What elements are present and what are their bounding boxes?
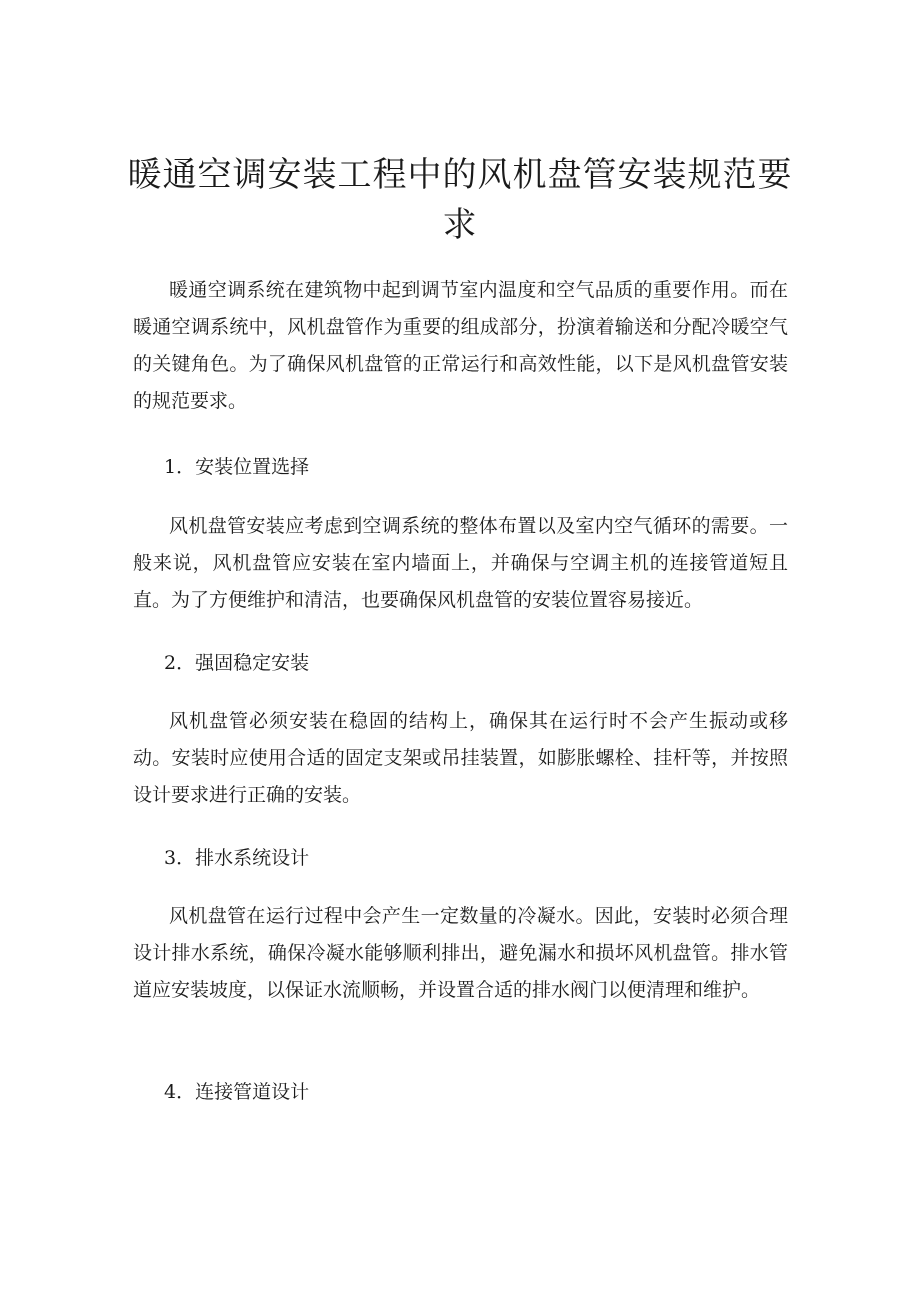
section-2-body: 风机盘管必须安装在稳固的结构上，确保其在运行时不会产生振动或移动。安装时应使用合适的固定支架或吊挂装置，如膨胀螺栓、挂杆等，并按照设计要求进行正确的安装。 — [133, 710, 788, 806]
section-1-heading: 1．安装位置选择 — [164, 456, 310, 478]
section-2-heading: 2．强固稳定安装 — [164, 652, 310, 674]
section-3-heading: 3．排水系统设计 — [164, 847, 310, 869]
section-4-heading: 4．连接管道设计 — [164, 1081, 310, 1103]
section-1-body: 风机盘管安装应考虑到空调系统的整体布置以及室内空气循环的需要。一般来说，风机盘管应安装在室内墙面上，并确保与空调主机的连接管道短且直。为了方便维护和清洁，也要确保风机盘管的安装位置容易接近。 — [133, 515, 788, 611]
section-3-body: 风机盘管在运行过程中会产生一定数量的冷凝水。因此，安装时必须合理设计排水系统，确保冷凝水能够顺利排出，避免漏水和损坏风机盘管。排水管道应安装坡度，以保证水流顺畅，并设置合适的排水阀门以便清理和维护。 — [133, 905, 788, 1001]
document-title: 暖通空调安装工程中的风机盘管安装规范要求 — [127, 155, 793, 245]
intro-paragraph: 暖通空调系统在建筑物中起到调节室内温度和空气品质的重要作用。而在暖通空调系统中，风机盘管作为重要的组成部分，扮演着输送和分配冷暖空气的关键角色。为了确保风机盘管的正常运行和高效性能，以下是风机盘管安装的规范要求。 — [133, 279, 788, 412]
